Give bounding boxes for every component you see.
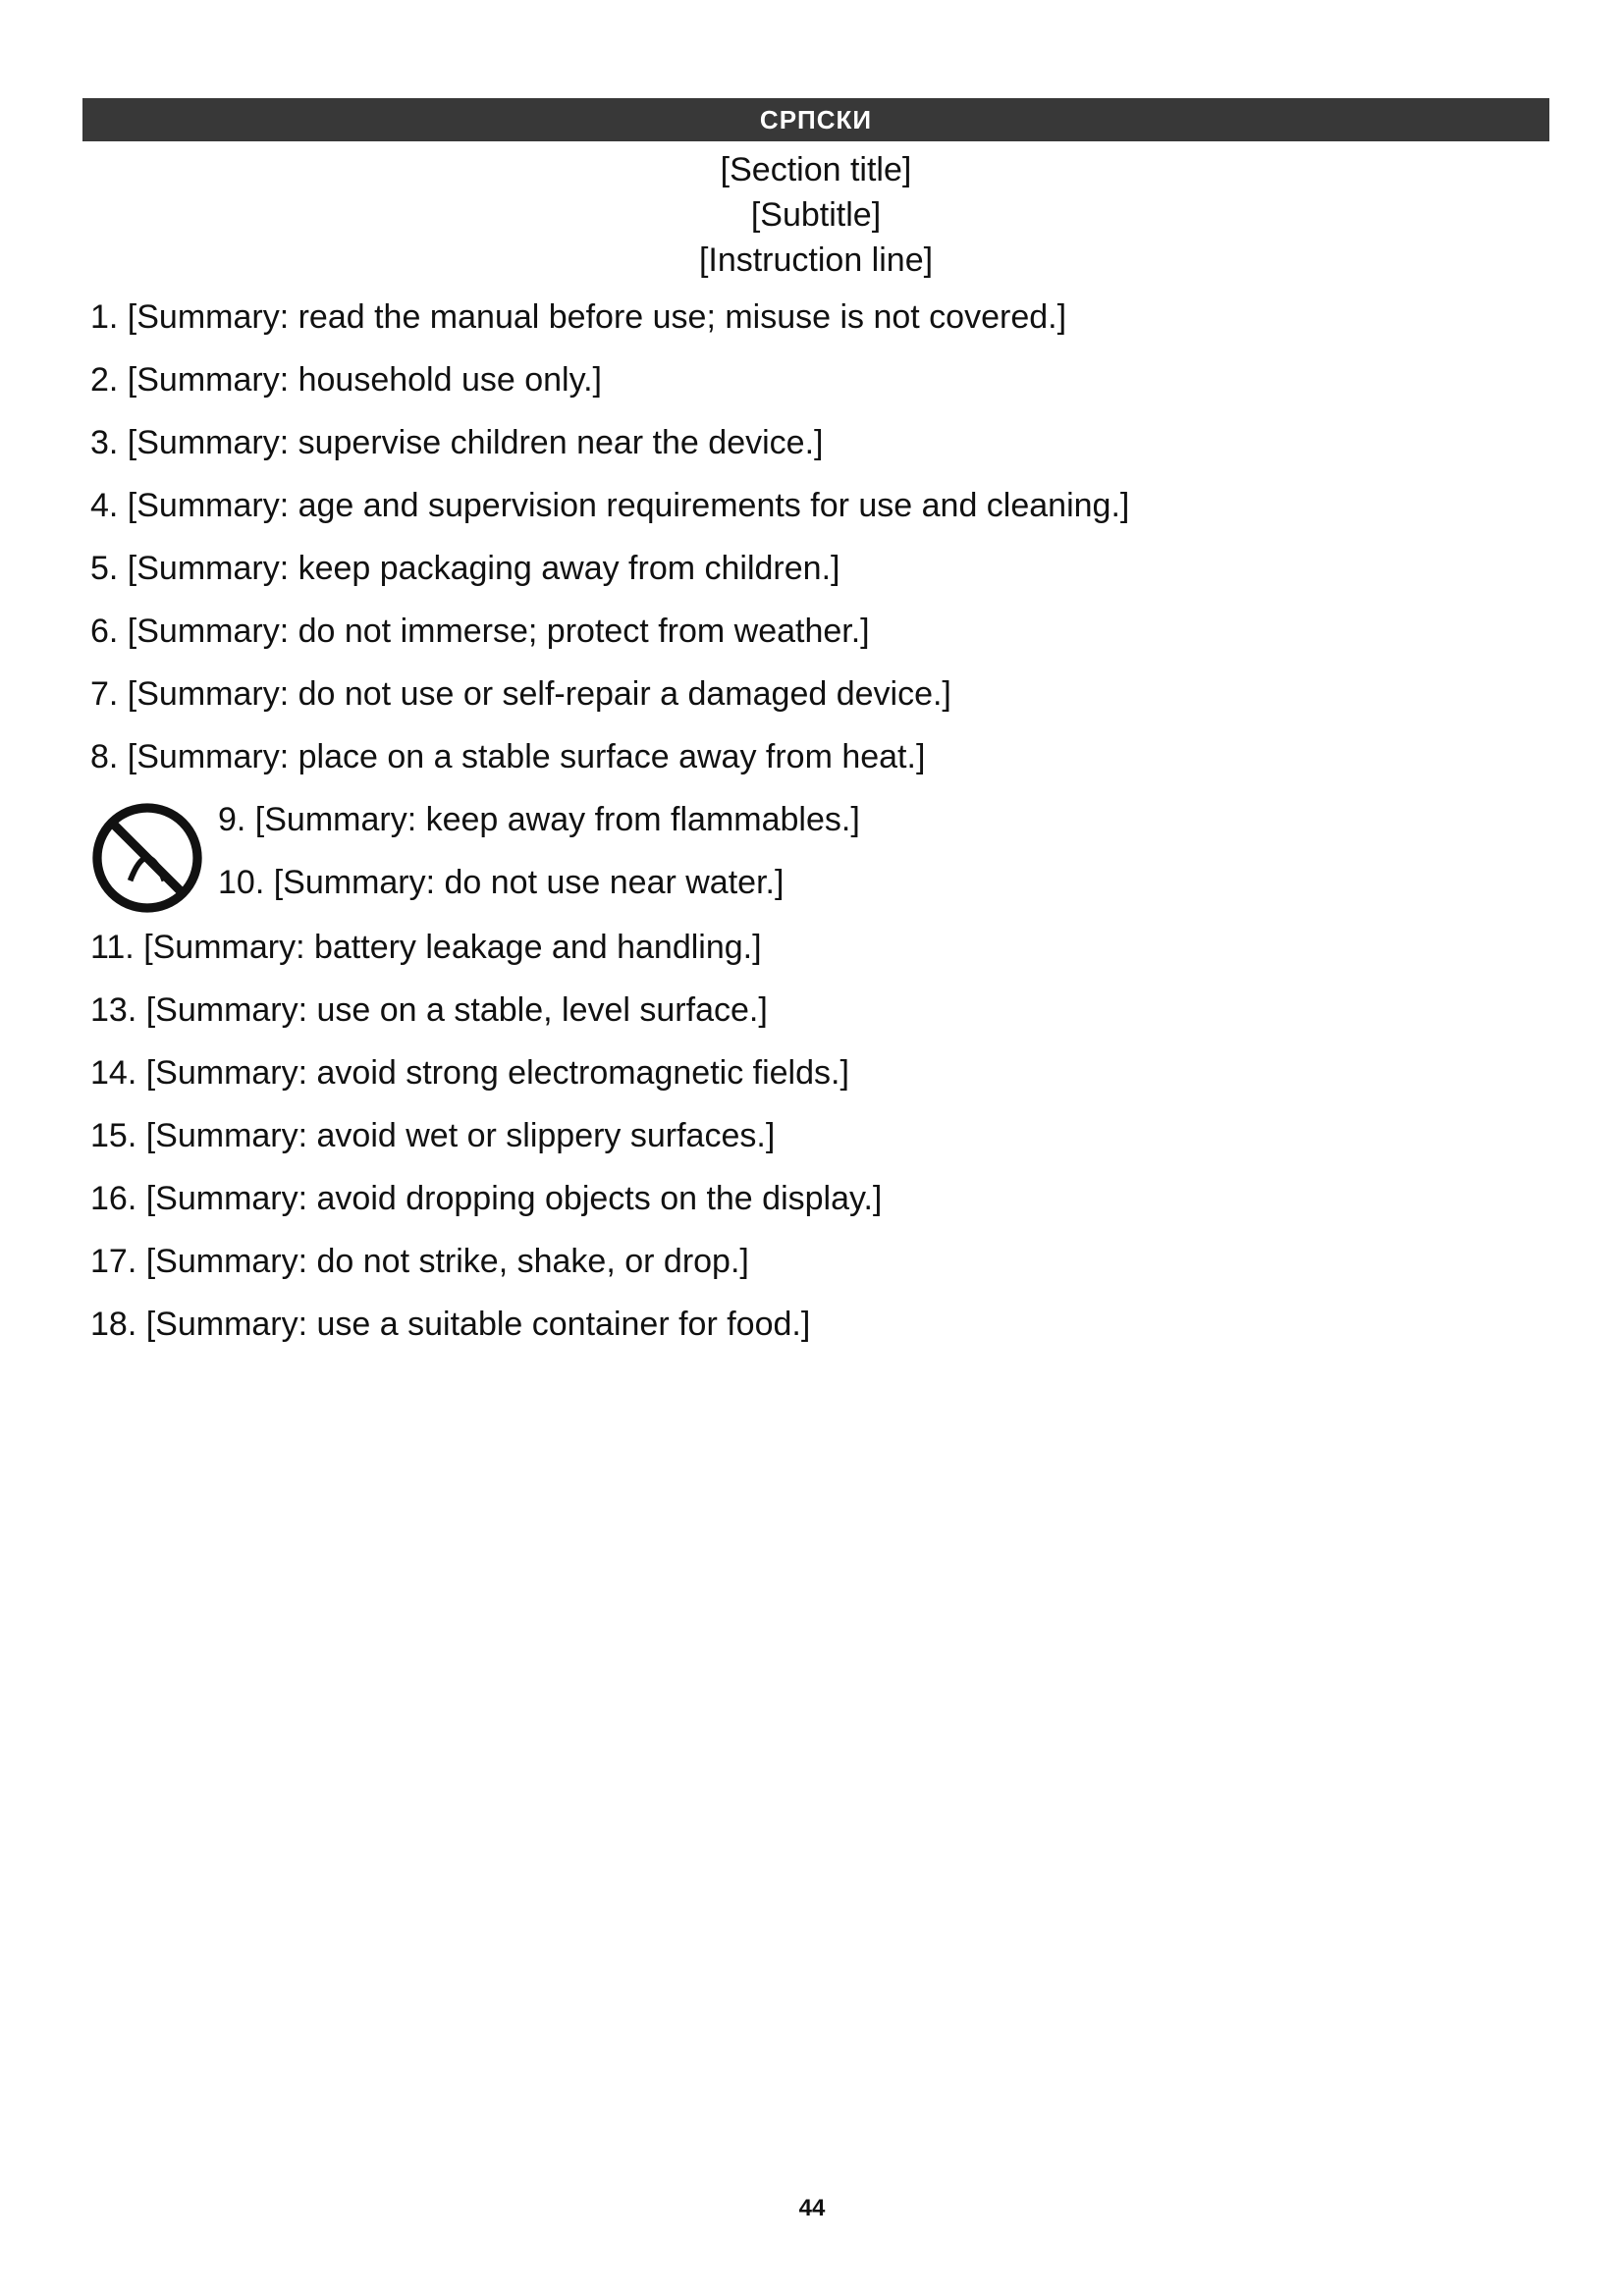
list-item: 2. [Summary: household use only.] <box>90 361 602 399</box>
list-item: 18. [Summary: use a suitable container for food.] <box>90 1306 811 1343</box>
page-number: 44 <box>798 2195 826 2221</box>
list-item: 5. [Summary: keep packaging away from children.] <box>90 550 840 587</box>
list-item: 9. [Summary: keep away from flammables.] <box>218 801 860 838</box>
list-item: 4. [Summary: age and supervision requirements for use and cleaning.] <box>90 487 1130 524</box>
list-item: 16. [Summary: avoid dropping objects on the display.] <box>90 1180 883 1217</box>
list-item: 7. [Summary: do not use or self-repair a damaged device.] <box>90 675 951 713</box>
list-item: 13. [Summary: use on a stable, level surface.] <box>90 991 768 1029</box>
list-item: 8. [Summary: place on a stable surface away from heat.] <box>90 738 926 775</box>
safety-list <box>90 294 1543 1364</box>
no-water-icon <box>90 801 204 915</box>
section-note: [Instruction line] <box>698 241 934 279</box>
list-item: 6. [Summary: do not immerse; protect from weather.] <box>90 613 870 650</box>
list-item: 1. [Summary: read the manual before use; misuse is not covered.] <box>90 298 1067 336</box>
list-item: 11. [Summary: battery leakage and handling.] <box>90 929 762 966</box>
warning-icon-row <box>90 797 1543 925</box>
language-bar: СРПСКИ <box>82 98 1549 141</box>
section-subtitle: [Subtitle] <box>750 196 882 234</box>
list-item: 3. [Summary: supervise children near the device.] <box>90 424 824 461</box>
list-item: 14. [Summary: avoid strong electromagnetic fields.] <box>90 1054 849 1092</box>
section-title: [Section title] <box>720 151 912 188</box>
list-item: 10. [Summary: do not use near water.] <box>218 864 785 901</box>
section-headings <box>82 147 1549 283</box>
list-item: 15. [Summary: avoid wet or slippery surfaces.] <box>90 1117 776 1154</box>
list-item: 17. [Summary: do not strike, shake, or drop.] <box>90 1243 749 1280</box>
